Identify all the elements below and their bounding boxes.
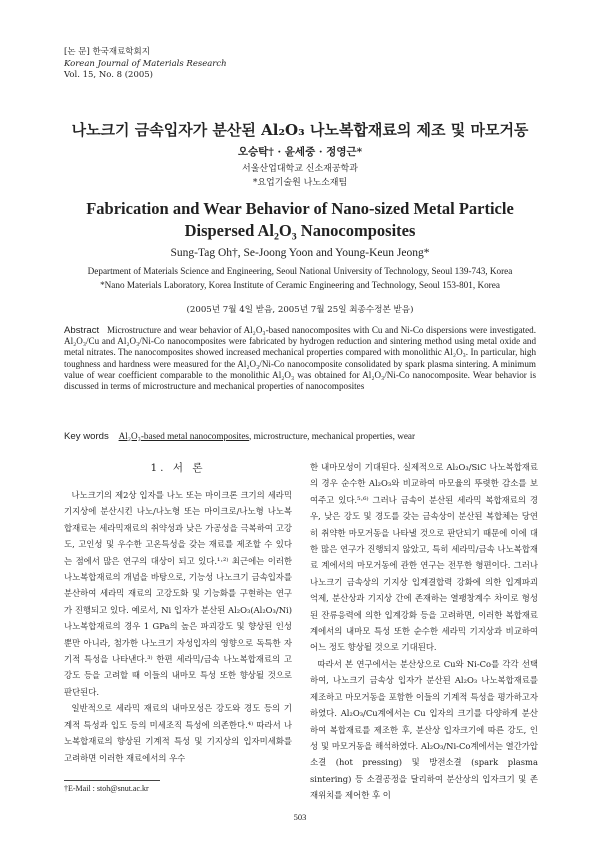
authors-korean: 오승탁† · 윤세중 · 정영근* (237, 146, 363, 158)
abstract-label: Abstract (64, 325, 100, 336)
affiliation-korean-1: 서울산업대학교 신소재공학과 (242, 164, 358, 174)
body-paragraph: 따라서 본 연구에서는 분산상으로 Cu와 Ni-Co를 각각 선택하여, 나노크기 금속상 입자가 분산된 Al₂O₃ 나노복합재료를 제조하고 마모거동을 포함한 이들의 기계적 특성을 평가하고자 하였다. Al₂O₃/Cu계에서는 Cu 입자의 크기를 다양하게 분산하여 복합재료를 제조한 후, 분산상 입자크기에 따른 강도, 인성 및 마모거동을 해석하였다. Al₂O₃/Ni-Co계에서는 열간가압소결 (hot pressing) 및 방전소결 (spark plasma sintering) 등 소결공정을 달리하여 분산상의 입자크기 및 존재위치를 제어한 후 이 (310, 658, 538, 801)
body-column-left (64, 487, 292, 766)
keywords-underlined: Al₂O₃-based metal nanocomposites (118, 431, 249, 441)
authors-english: Sung-Tag Oh†, Se-Joong Yoon and Young-Keun Jeong* (170, 247, 430, 259)
body-paragraph: 한 내마모성이 기대된다. 실제적으로 Al₂O₃/SiC 나노복합재료의 경우 순수한 Al₂O₃와 비교하여 마모율의 뚜렷한 감소를 보여주고 있다.⁵·⁶⁾ 그러나 금속이 분산된 세라믹 복합재료의 경우, 낮은 강도 및 경도를 갖는 금속상이 분산된 복합체는 당연히 취약한 마모거동을 나타낼 것으로 판단되기 때문에 이에 대한 많은 연구가 진행되지 않았고, 특히 세라믹/금속 나노복합재료 계에서의 마모거동에 관한 연구는 전무한 형편이다. 그러나 나노크기 금속상의 기지상 입계결합력 강화에 의한 입계파괴 억제, 분산상과 기지상 간에 존재하는 열팽창계수 차이로 형성된 잔류응력에 의한 입계강화 등을 고려하면, 이러한 복합재료 계에서의 내마모 특성 또한 순수한 세라믹 기지상과 비교하여 어느 정도 향상될 것으로 기대된다. (310, 462, 538, 653)
keywords-rest: , microstructure, mechanical properties, wear (249, 431, 416, 441)
body-paragraph: 나노크기의 제2상 입자를 나노 또는 마이크론 크기의 세라믹 기지상에 분산시킨 나노/나노형 또는 마이크로/나노형 나노복합재료는 세라믹재료의 취약성과 낮은 가공성을 극복하여 고강도, 고인성 및 우수한 고온특성을 갖는 재료를 제조할 수 있다는 점에서 많은 연구의 대상이 되고 있다.¹·²⁾ 최근에는 이러한 나노복합재료의 개념을 바탕으로, 기능성 나노크기 금속입자를 분산하여 세라믹 재료의 고강도화 및 기능화를 구현하는 연구가 진행되고 있다. 예로서, Ni 입자가 분산된 Al₂O₃(Al₂O₃/Ni) 나노복합재료의 경우 1 GPa의 높은 파괴강도 및 향상된 인성뿐만 아니라, 첨가한 나노크기 자성입자의 영향으로 독특한 자기적 특성을 나타낸다.³⁾ 한편 세라믹/금속 나노복합재료의 고강도 등을 고려할 때 이들의 내마모 특성 또한 향상될 것으로 판단된다. (64, 490, 292, 697)
keywords (64, 431, 544, 442)
page-number: 503 (293, 812, 307, 822)
journal-category: [논 문] 한국재료학회지 (64, 47, 150, 57)
affiliation-korean-2: *요업기술원 나노소재팀 (252, 178, 348, 188)
section-heading-introduction: 1. 서 론 (150, 462, 206, 474)
received-dates: (2005년 7월 4일 받음, 2005년 7월 25일 최종수정본 받음) (186, 305, 414, 315)
body-paragraph: 일반적으로 세라믹 재료의 내마모성은 강도와 경도 등의 기계적 특성과 입도 등의 미세조직 특성에 의존한다.⁴⁾ 따라서 나노복합재료의 향상된 기계적 특성 및 기지상의 입자미세화를 고려하면 이러한 재료에서의 우수 (64, 703, 292, 763)
journal-header (64, 47, 227, 82)
footnote-divider (64, 780, 160, 781)
title-english-line-2: Dispersed Al₂O₃ Nanocomposites (184, 221, 416, 240)
journal-name-en: Korean Journal of Materials Research (64, 58, 227, 69)
body-column-right (310, 459, 538, 804)
keywords-label: Key words (64, 431, 109, 442)
journal-volume: Vol. 15, No. 8 (2005) (64, 70, 154, 80)
footnote-email: †E-Mail : stoh@snut.ac.kr (64, 784, 149, 793)
title-english-line-1: Fabrication and Wear Behavior of Nano-sized Metal Particle (86, 199, 514, 218)
title-korean: 나노크기 금속입자가 분산된 Al₂O₃ 나노복합재료의 제조 및 마모거동 (71, 121, 529, 139)
affiliation-english-1: Department of Materials Science and Engineering, Seoul National University of Technology, Seoul 139-743, Korea (87, 266, 513, 276)
abstract-text: Microstructure and wear behavior of Al₂O₃-based nanocomposites with Cu and Ni-Co dispersions were investigated. Al₂O₃/Cu and Al₂O₃/Ni-Co nanocomposites were fabricated by hydrogen reduction and sintering method using metal oxide and metal nitrates. The nanocomposites showed increased mechanical properties compared with monolithic Al₂O₃. In particular, high toughness and hardness were measured for the Al₂O₃/Ni-Co nanocomposite consolidated by spark plasma sintering. A minimum value of wear coefficient comparable to the monolithic Al₂O₃ was obtained for Al₂O₃/Ni-Co nanocomposite. Wear behavior is discussed in terms of microstructure and mechanical properties of nanocomposites (64, 325, 536, 392)
abstract (64, 325, 536, 392)
affiliation-english-2: *Nano Materials Laboratory, Korea Institute of Ceramic Engineering and Technology, Seoul 153-801, Korea (100, 280, 500, 290)
